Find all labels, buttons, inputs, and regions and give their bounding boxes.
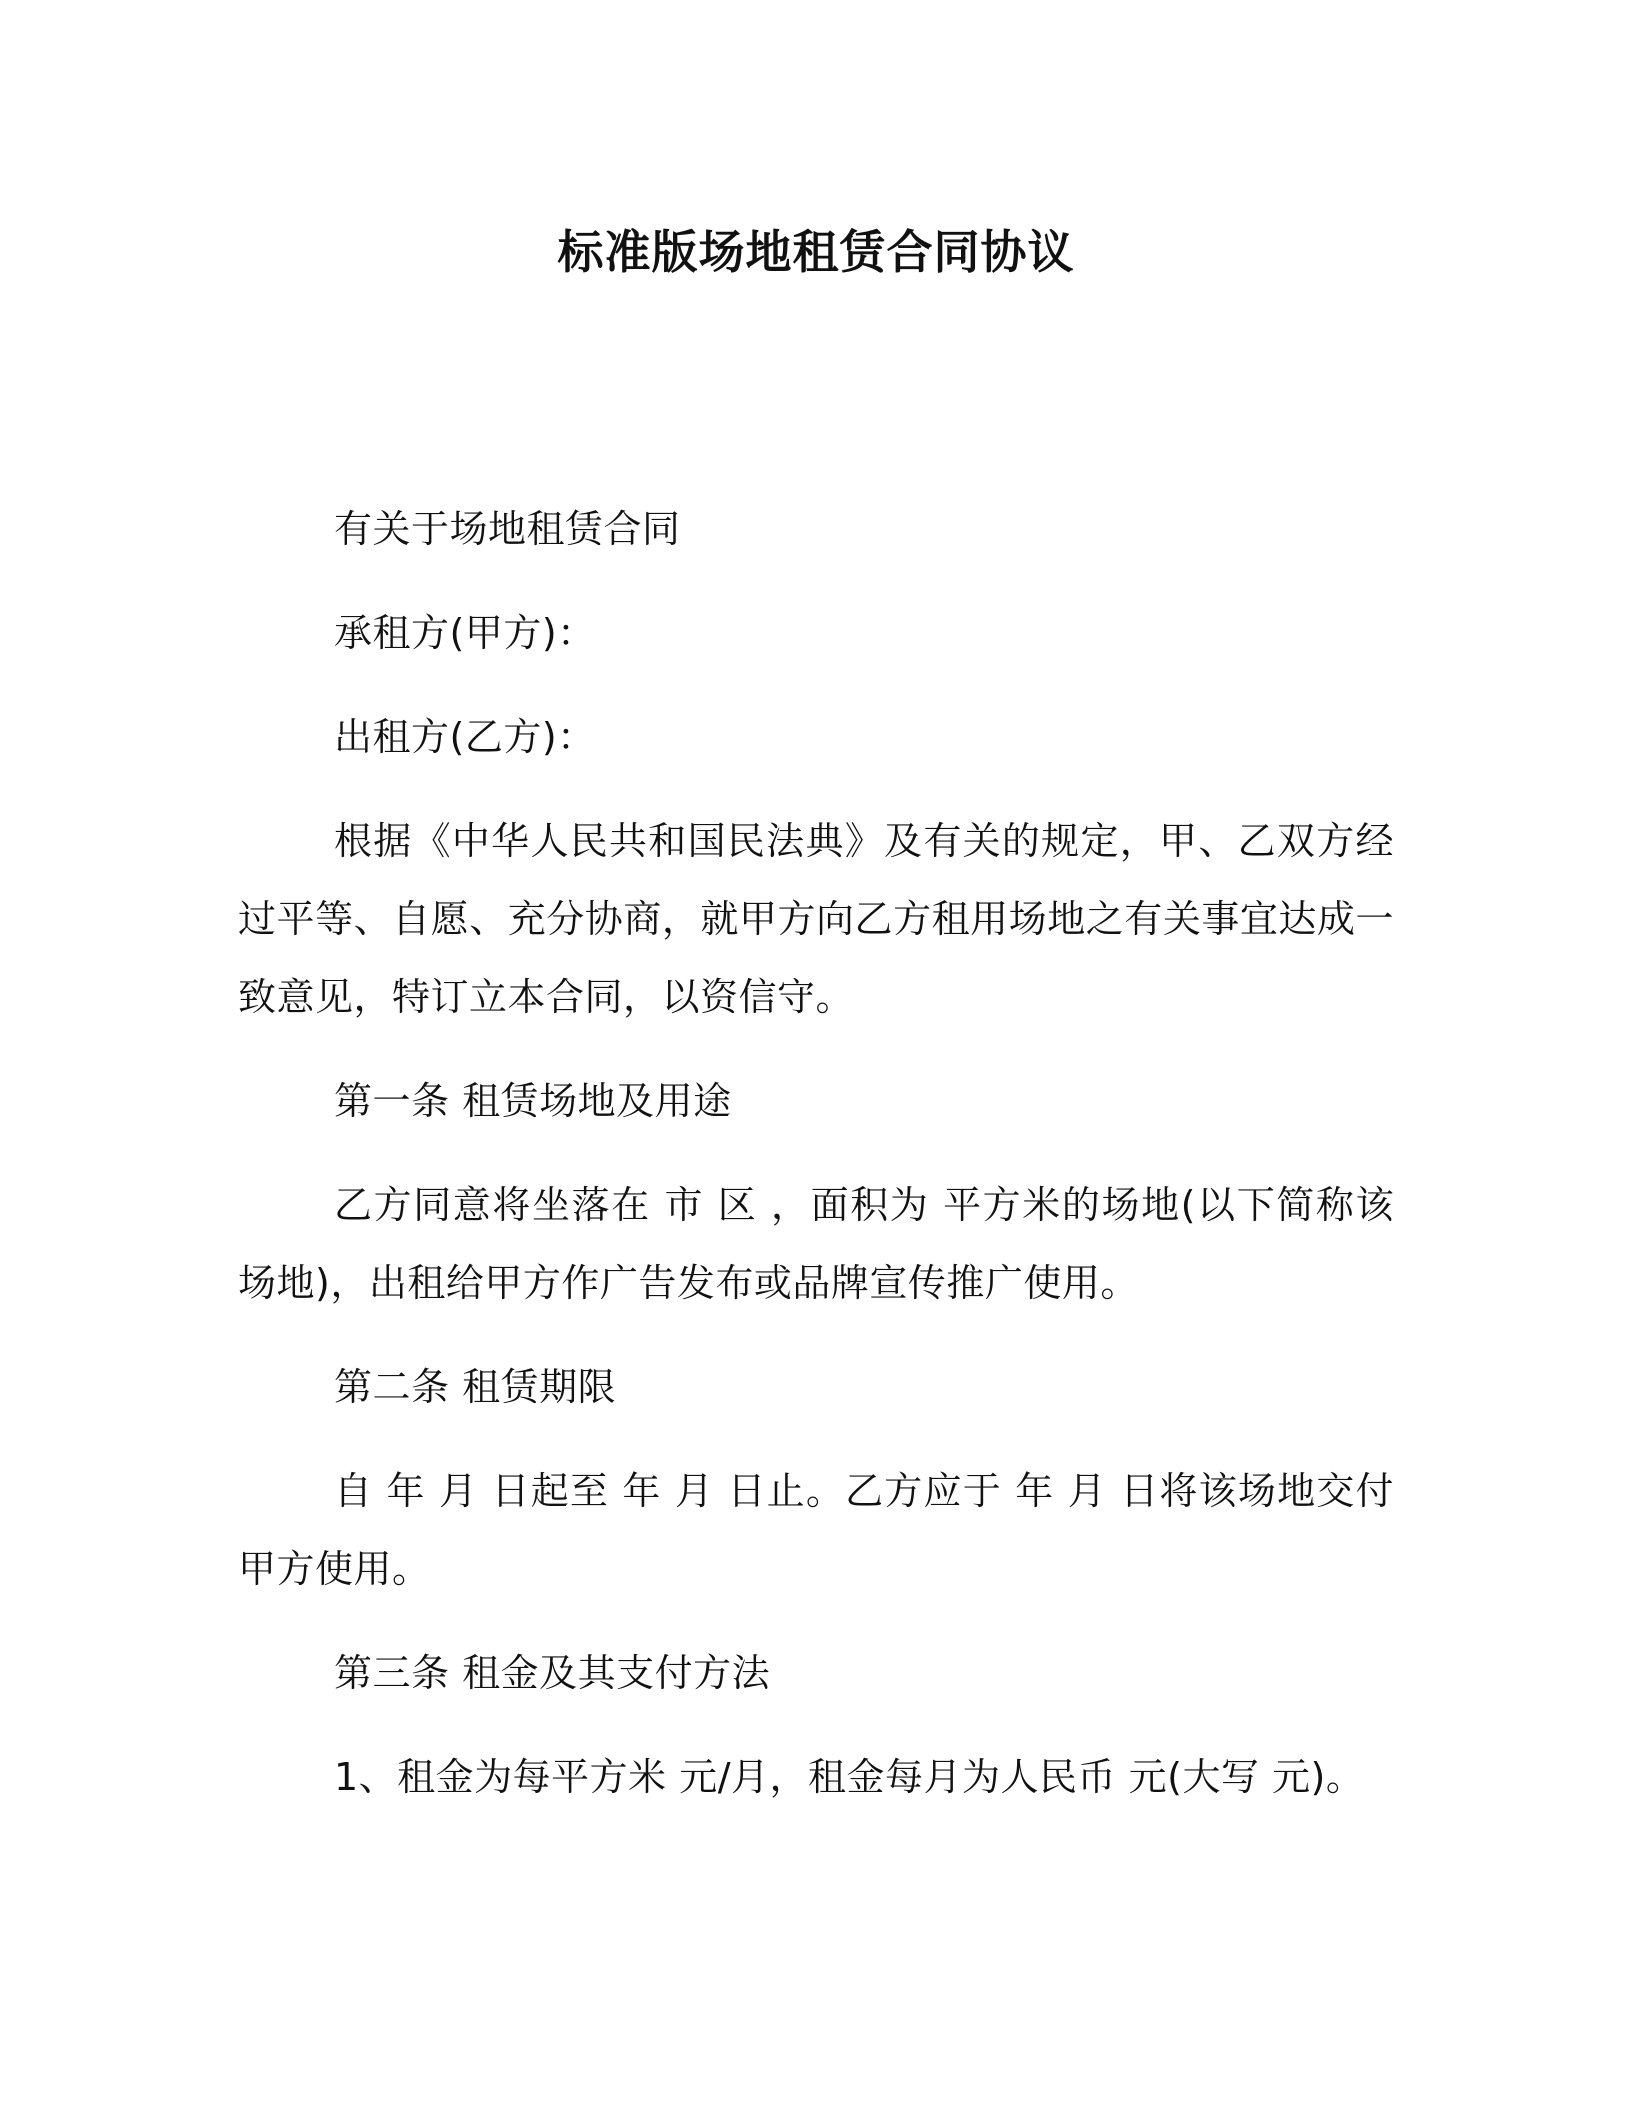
article-3-heading: 第三条 租金及其支付方法 — [334, 1651, 771, 1695]
document-title: 标准版场地租赁合同协议 — [557, 225, 1075, 279]
paragraph-heading-intro: 有关于场地租赁合同 — [334, 507, 681, 551]
paragraph-preamble: 根据《中华人民共和国民法典》及有关的规定，甲、乙双方经过平等、自愿、充分协商，就甲方向乙方租用场地之有关事宜达成一致意见，特订立本合同，以资信守。 — [238, 819, 1394, 1019]
paragraph-lessor: 出租方(乙方)： — [334, 715, 596, 759]
article-1-text: 乙方同意将坐落在 市 区 ，面积为 平方米的场地(以下简称该场地)，出租给甲方作广告发布或品牌宣传推广使用。 — [238, 1183, 1394, 1305]
article-2-heading: 第二条 租赁期限 — [334, 1365, 617, 1409]
paragraph-lessee: 承租方(甲方)： — [334, 611, 596, 655]
article-1-heading: 第一条 租赁场地及用途 — [334, 1079, 732, 1123]
article-3-item-1: 1、租金为每平方米 元/月，租金每月为人民币 元(大写 元)。 — [334, 1755, 1365, 1799]
article-2-text: 自 年 月 日起至 年 月 日止。乙方应于 年 月 日将该场地交付甲方使用。 — [238, 1469, 1394, 1591]
document-body — [238, 490, 1394, 1842]
